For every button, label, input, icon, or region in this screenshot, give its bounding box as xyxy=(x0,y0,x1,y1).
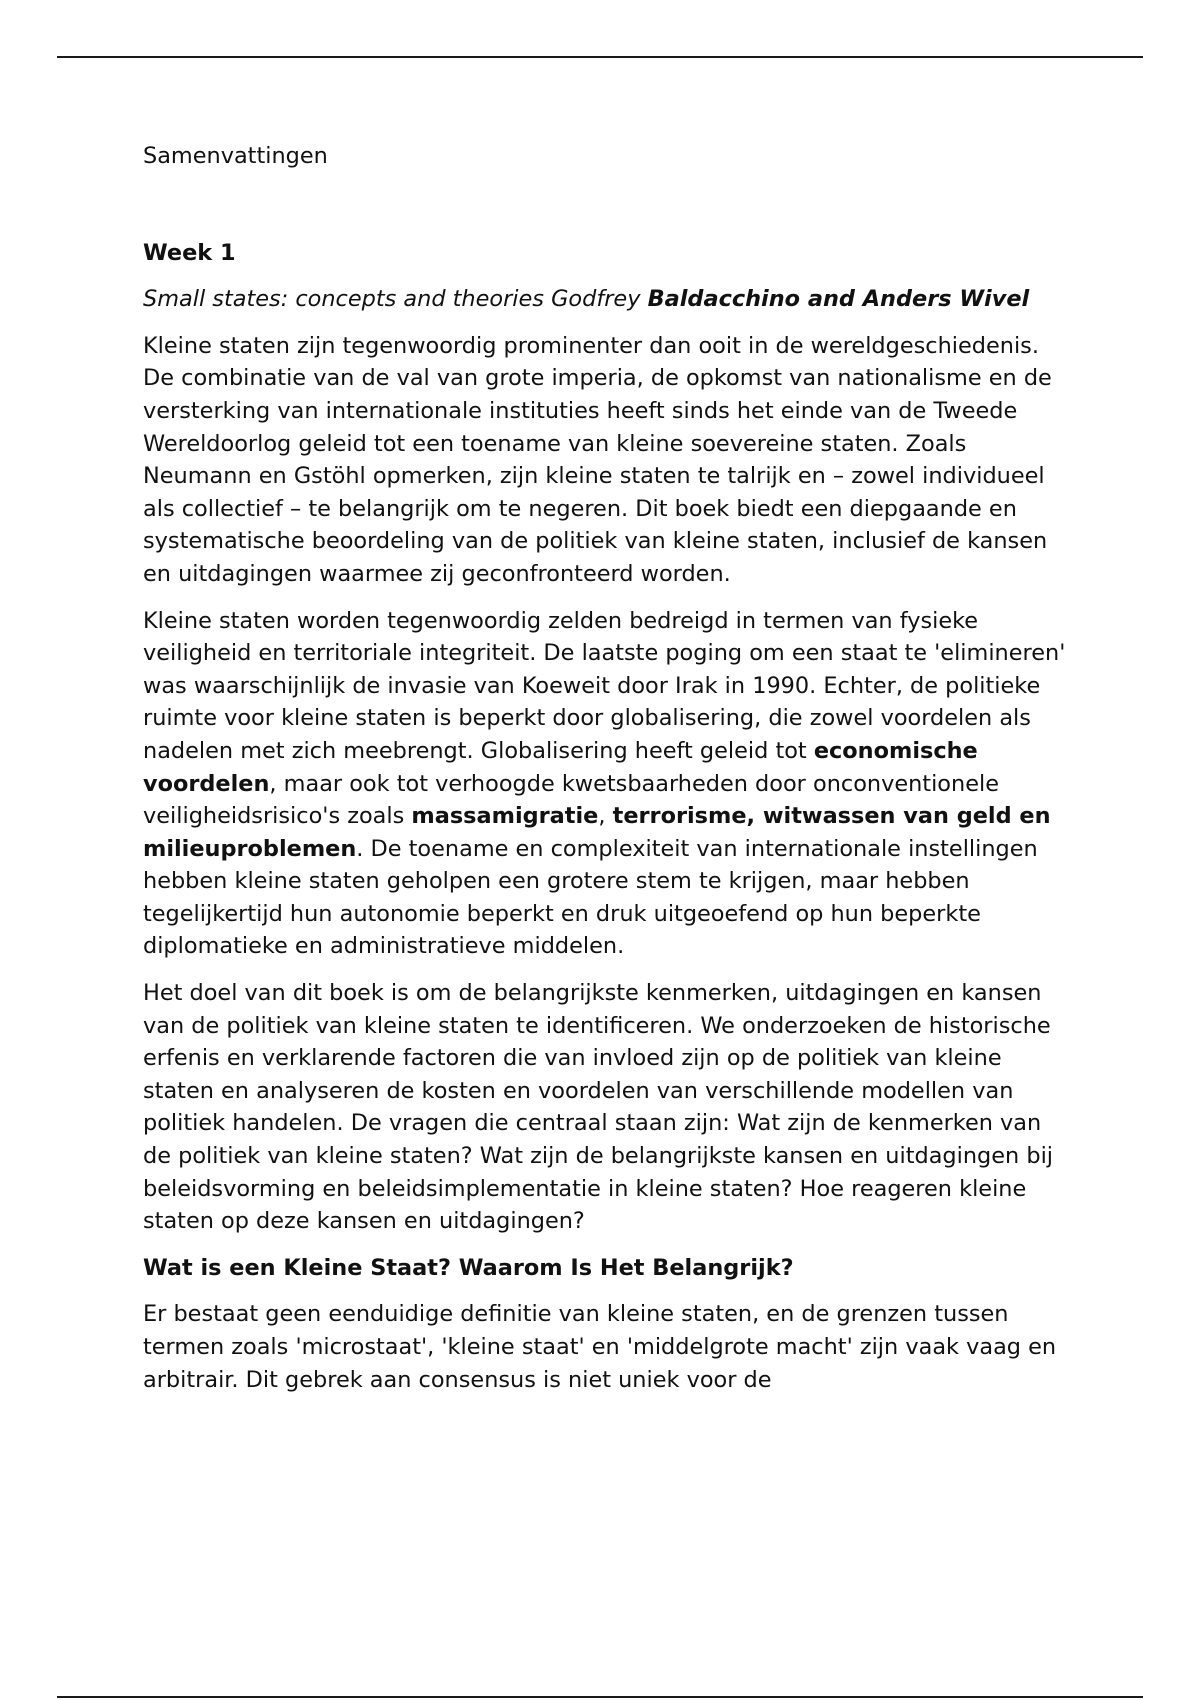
paragraph-definition: Er bestaat geen eenduidige definitie van kleine staten, en de grenzen tussen termen zoals 'microstaat', 'kleine staat' en 'middelgrote macht' zijn vaak vaag en arbitrair. Dit gebrek aan consensus is niet uniek voor de xyxy=(143,1301,1057,1393)
document-title: Samenvattingen xyxy=(143,143,328,169)
footer-rule xyxy=(57,1696,1143,1698)
week-heading: Week 1 xyxy=(143,239,236,266)
book-authors: Baldacchino and Anders Wivel xyxy=(647,286,1030,313)
header-rule xyxy=(57,56,1143,58)
bold-term: economische voordelen xyxy=(143,737,978,797)
book-title: Small states: concepts and theories Godfrey xyxy=(143,286,648,313)
paragraph-intro: Kleine staten zijn tegenwoordig prominenter dan ooit in de wereldgeschiedenis. De combinatie van de val van grote imperia, de opkomst van nationalisme en de versterking van internationale instituties heeft sinds het einde van de Tweede Wereldoorlog geleid tot een toename van kleine soevereine staten. Zoals Neumann en Gstöhl opmerken, zijn kleine staten te talrijk en – zowel individueel als collectief – te belangrijk om te negeren. Dit boek biedt een diepgaande en systematische beoordeling van de politiek van kleine staten, inclusief de kansen en uitdagingen waarmee zij geconfronteerd worden. xyxy=(143,332,1052,587)
paragraph-text: Kleine staten worden tegenwoordig zelden bedreigd in termen van fysieke veiligheid en territoriale integriteit. De laatste poging om een staat te 'elimineren' was waarschijnlijk de invasie van Koeweit door Irak in 1990. Echter, de politieke ruimte voor kleine staten is beperkt door globalisering, die zowel voordelen als nadelen met zich meebrengt. Globalisering heeft geleid tot xyxy=(143,607,1066,764)
book-reference xyxy=(143,283,1068,316)
section-heading: Wat is een Kleine Staat? Waarom Is Het Belangrijk? xyxy=(143,1254,794,1281)
paragraph-text: . De toename en complexiteit van internationale instellingen hebben kleine staten geholpen een grotere stem te krijgen, maar hebben tegelijkertijd hun autonomie beperkt en druk uitgeoefend op hun beperkte diplomatieke en administratieve middelen. xyxy=(143,835,1038,960)
paragraph-text: , maar ook tot verhoogde kwetsbaarheden door onconventionele veiligheidsrisico's zoals xyxy=(143,770,999,830)
bold-term: massamigratie xyxy=(411,803,599,830)
paragraph-globalisation xyxy=(143,605,1068,964)
paragraph-aim: Het doel van dit boek is om de belangrijkste kenmerken, uitdagingen en kansen van de politiek van kleine staten te identificeren. We onderzoeken de historische erfenis en verklarende factoren die van invloed zijn op de politiek van kleine staten en analyseren de kosten en voordelen van verschillende modellen van politiek handelen. De vragen die centraal staan zijn: Wat zijn de kenmerken van de politiek van kleine staten? Wat zijn de belangrijkste kansen en uitdagingen bij beleidsvorming en beleidsimplementatie in kleine staten? Hoe reageren kleine staten op deze kansen en uitdagingen? xyxy=(143,980,1054,1235)
paragraph-text: , xyxy=(598,803,613,830)
bold-term: terrorisme, witwassen van geld en milieuproblemen xyxy=(143,803,1051,862)
document-body xyxy=(143,140,1068,1410)
